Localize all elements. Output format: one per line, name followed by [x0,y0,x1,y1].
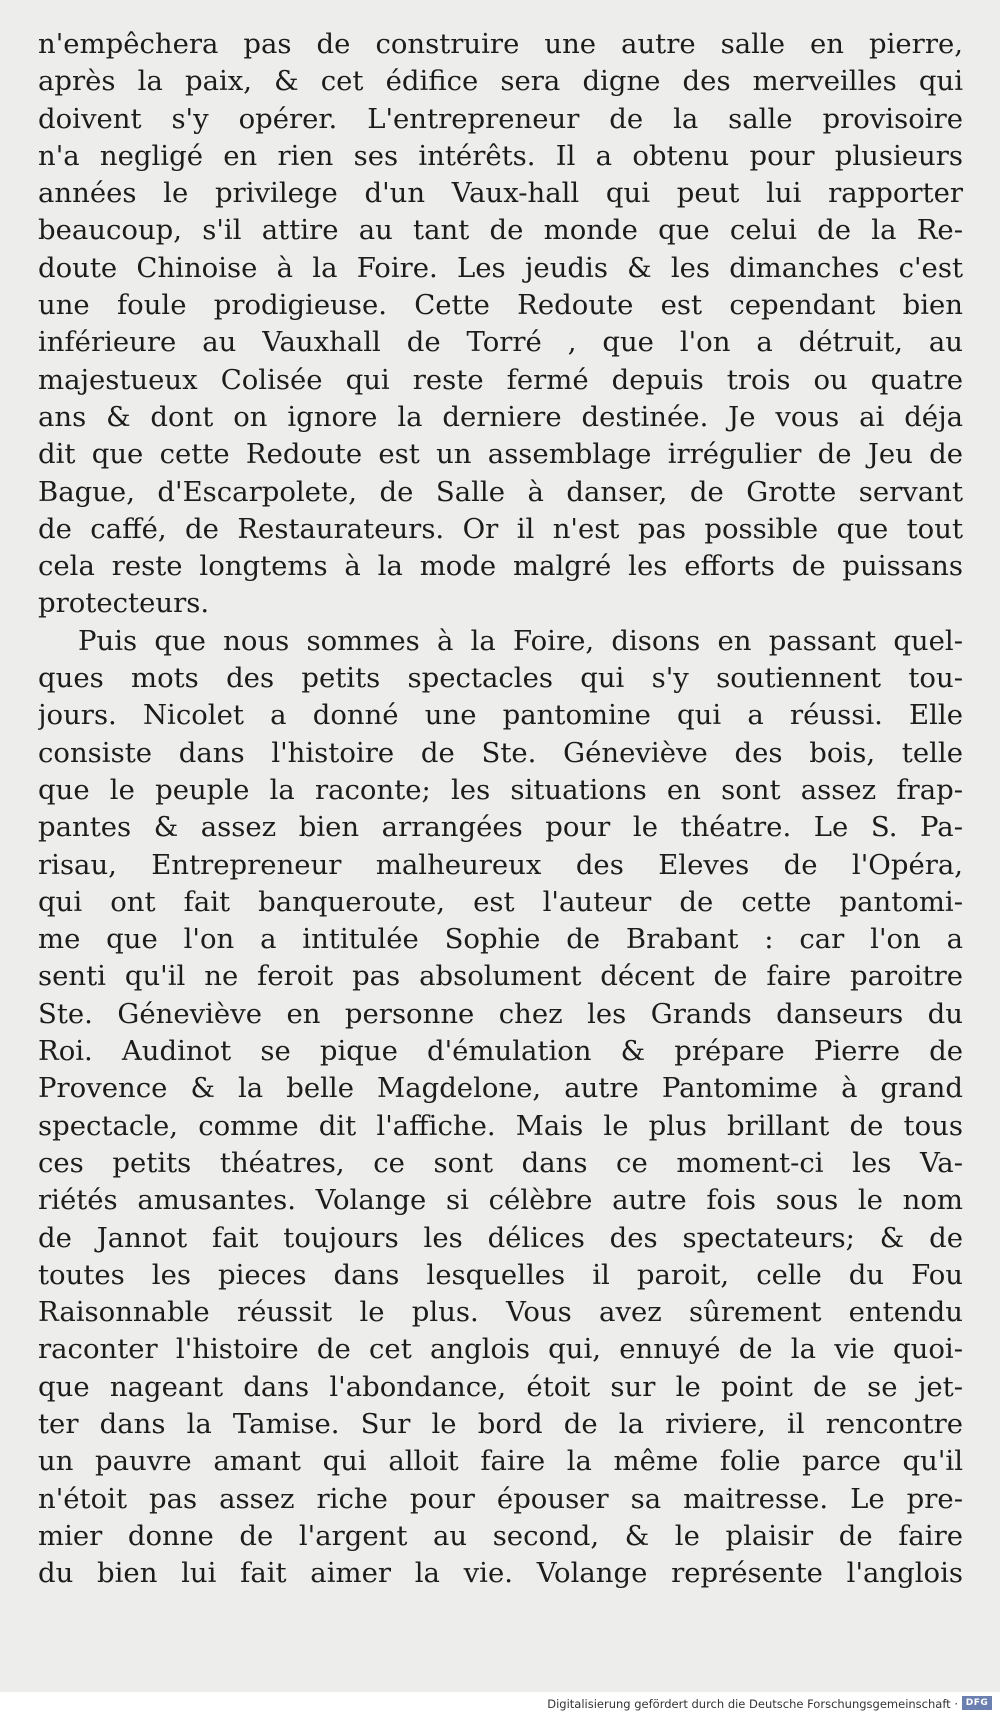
text-line: dit que cette Redoute est un assemblage irrégulier de Jeu de [38,438,963,471]
text-line: Raisonnable réussit le plus. Vous avez sûrement entendu [38,1296,963,1329]
text-line: me que l'on a intitulée Sophie de Brabant : car l'on a [38,923,963,956]
text-line: protecteurs. [38,587,210,620]
text-line: ter dans la Tamise. Sur le bord de la riviere, il rencontre [38,1407,963,1440]
text-line: que le peuple la raconte; les situations en sont assez frap- [38,773,963,806]
text-line: toutes les pieces dans lesquelles il paroit, celle du Fou [38,1258,963,1291]
text-line: Roi. Audinot se pique d'émulation & prépare Pierre de [38,1035,963,1068]
text-line: un pauvre amant qui alloit faire la même folie parce qu'il [38,1445,963,1478]
text-line: de caffé, de Restaurateurs. Or il n'est pas possible que tout [38,512,963,545]
text-line: de Jannot fait toujours les délices des spectateurs; & de [38,1221,963,1254]
text-line: qui ont fait banqueroute, est l'auteur de cette pantomi- [38,885,963,918]
text-line: risau, Entrepreneur malheureux des Eleves de l'Opéra, [38,848,963,881]
text-line: inférieure au Vauxhall de Torré , que l'on a détruit, au [38,326,963,359]
text-line: doivent s'y opérer. L'entrepreneur de la salle provisoire [38,102,963,135]
text-line: Puis que nous sommes à la Foire, disons en passant quel- [78,624,963,657]
text-line: raconter l'histoire de cet anglois qui, ennuyé de la vie quoi- [38,1333,963,1366]
text-line: jours. Nicolet a donné une pantomine qui a réussi. Elle [38,699,963,732]
text-line: senti qu'il ne feroit pas absolument décent de faire paroitre [38,960,963,993]
text-line: consiste dans l'histoire de Ste. Géneviève des bois, telle [38,736,963,769]
digitization-credit: Digitalisierung gefördert durch die Deutsche Forschungsgemeinschaft · [547,1697,958,1711]
text-line: ans & dont on ignore la derniere destinée. Je vous ai déja [38,400,963,433]
text-line: n'étoit pas assez riche pour épouser sa maitresse. Le pre- [38,1482,963,1515]
text-line: ces petits théatres, ce sont dans ce moment-ci les Va- [38,1146,963,1179]
body-text [38,26,963,1592]
text-line: années le privilege d'un Vaux-hall qui peut lui rapporter [38,177,963,210]
dfg-logo: DFG [962,1696,992,1710]
text-line: n'a negligé en rien ses intérêts. Il a obtenu pour plusieurs [38,139,963,172]
text-line: du bien lui fait aimer la vie. Volange représente l'anglois [38,1557,963,1590]
text-line: Provence & la belle Magdelone, autre Pantomime à grand [38,1072,963,1105]
text-line: ques mots des petits spectacles qui s'y soutiennent tou- [38,662,963,695]
text-line: majestueux Colisée qui reste fermé depuis trois ou quatre [38,363,963,396]
text-line: riétés amusantes. Volange si célèbre autre fois sous le nom [38,1184,963,1217]
text-line: Ste. Géneviève en personne chez les Grands danseurs du [38,997,963,1030]
text-line: après la paix, & cet édifice sera digne des merveilles qui [38,65,963,98]
text-line: cela reste longtems à la mode malgré les efforts de puissans [38,550,963,583]
text-line: doute Chinoise à la Foire. Les jeudis & les dimanches c'est [38,251,963,284]
text-line: n'empêchera pas de construire une autre salle en pierre, [38,28,963,60]
text-line: Bague, d'Escarpolete, de Salle à danser, de Grotte servant [38,475,963,508]
text-line: une foule prodigieuse. Cette Redoute est cependant bien [38,289,963,322]
text-line: beaucoup, s'il attire au tant de monde que celui de la Re- [38,214,963,247]
text-line: que nageant dans l'abondance, étoit sur le point de se jet- [38,1370,963,1403]
text-line: spectacle, comme dit l'affiche. Mais le plus brillant de tous [38,1109,963,1142]
text-line: pantes & assez bien arrangées pour le théatre. Le S. Pa- [38,811,963,844]
text-line: mier donne de l'argent au second, & le plaisir de faire [38,1519,963,1552]
